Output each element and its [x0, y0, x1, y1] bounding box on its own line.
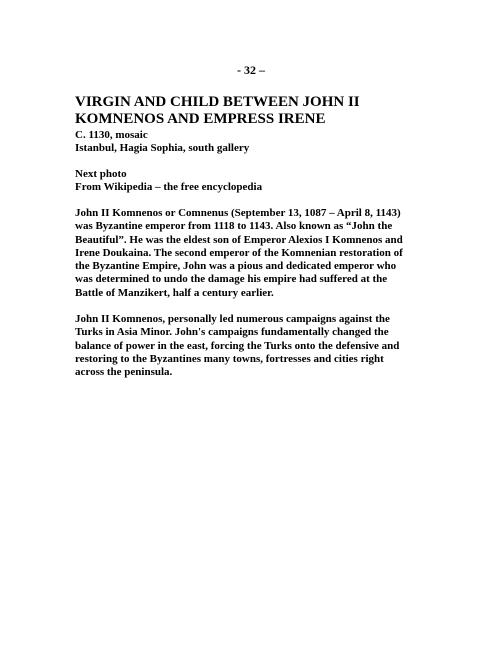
paragraph-line: across the peninsula.: [75, 366, 173, 379]
source-note: [75, 168, 430, 194]
date-medium: C. 1130, mosaic: [75, 129, 148, 141]
paragraph-line: John II Komnenos or Comnenus (September 13, 1087 – April 8, 1143): [75, 207, 401, 219]
paragraph-line: was determined to undo the damage his empire had suffered at the: [75, 273, 388, 286]
document-title: [75, 94, 430, 128]
paragraph-line: was Byzantine emperor from 1118 to 1143. Also known as “John the: [75, 220, 393, 233]
paragraph-biography: [75, 207, 430, 300]
paragraph-line: Beautiful”. He was the eldest son of Emperor Alexios I Komnenos and: [75, 233, 403, 246]
paragraph-campaigns: [75, 313, 430, 379]
document-body: [75, 94, 430, 380]
next-photo-label: Next photo: [75, 168, 127, 180]
paragraph-line: Irene Doukaina. The second emperor of the Komnenian restoration of: [75, 246, 403, 259]
paragraph-line: Battle of Manzikert, half a century earlier.: [75, 286, 274, 299]
title-line: KOMNENOS AND EMPRESS IRENE: [75, 111, 326, 127]
paragraph-line: Turks in Asia Minor. John's campaigns fundamentally changed the: [75, 326, 389, 339]
paragraph-line: John II Komnenos, personally led numerous campaigns against the: [75, 313, 390, 326]
artwork-details: [75, 129, 430, 155]
title-line: VIRGIN AND CHILD BETWEEN JOHN II: [75, 94, 360, 110]
paragraph-line: the Byzantine Empire, John was a pious and dedicated emperor who: [75, 260, 397, 273]
page-number: - 32 –: [237, 63, 265, 77]
source-attribution: From Wikipedia – the free encyclopedia: [75, 181, 263, 193]
paragraph-line: balance of power in the east, forcing the Turks onto the defensive and: [75, 339, 400, 352]
location: Istanbul, Hagia Sophia, south gallery: [75, 142, 250, 154]
paragraph-line: restoring to the Byzantines many towns, fortresses and cities right: [75, 352, 384, 365]
